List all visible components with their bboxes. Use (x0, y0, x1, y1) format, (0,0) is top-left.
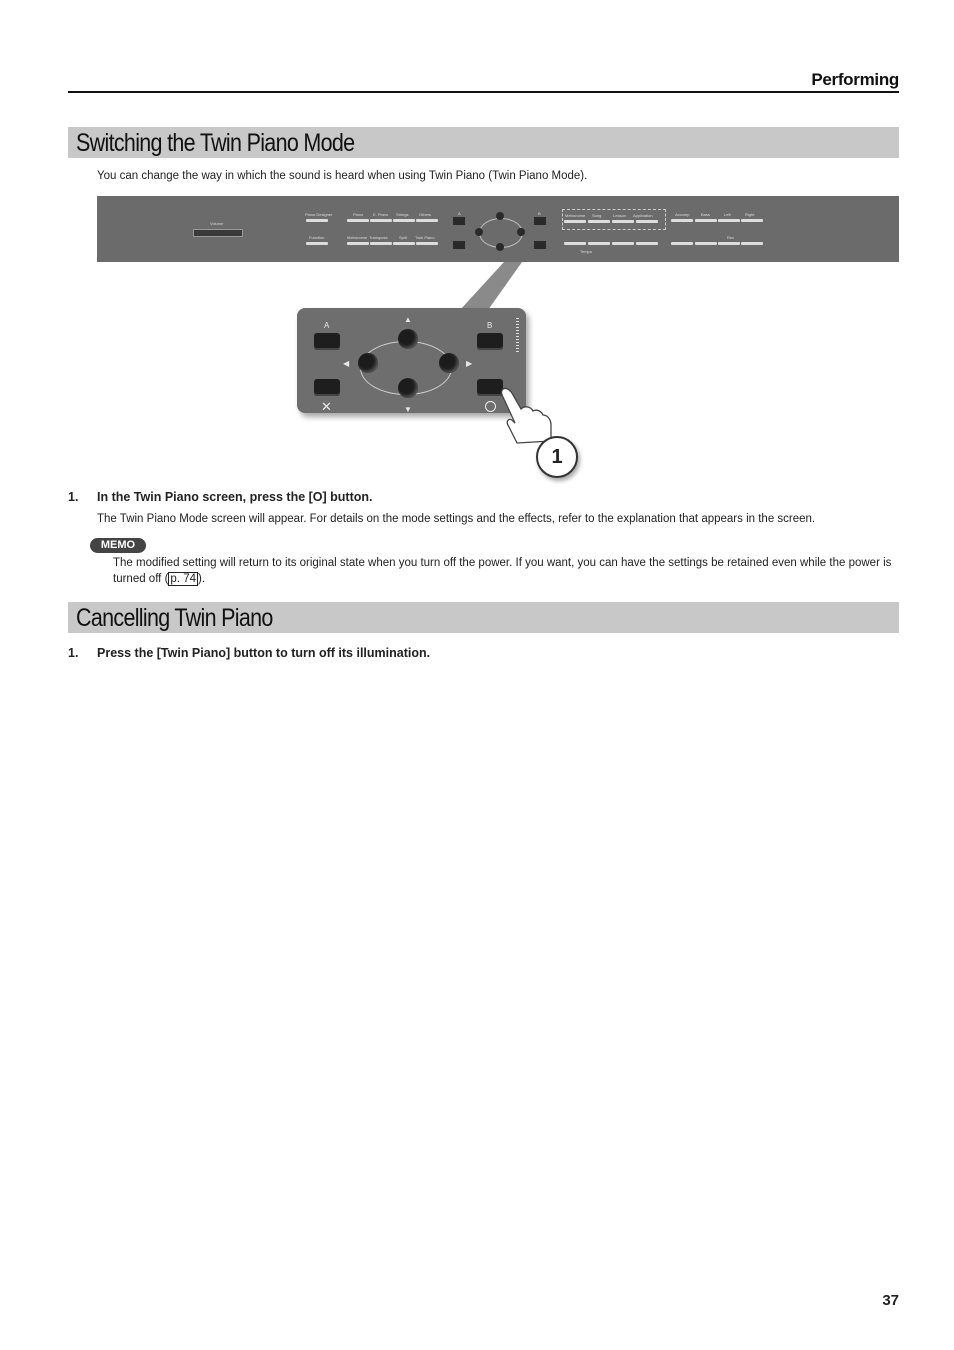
panel-edge-grille (516, 318, 519, 354)
memo-text-after: ). (197, 573, 206, 585)
step-instruction: In the Twin Piano screen, press the [O] button. (97, 490, 373, 504)
panel-label-bass: Bass (701, 212, 710, 217)
panel-label-piano-designer: Piano Designer (305, 212, 333, 217)
panel-button (393, 242, 415, 245)
panel-label-split: Split (399, 235, 407, 240)
panel-button (741, 242, 763, 245)
panel-twin-piano-button (416, 242, 438, 245)
panel-label-accomp: Accomp (675, 212, 690, 217)
header-rule (68, 91, 899, 93)
step-callout: 1 (536, 436, 578, 478)
panel-label-right: Right (745, 212, 755, 217)
section-title: Cancelling Twin Piano (76, 604, 273, 632)
panel-label-lesson: Lesson (613, 213, 626, 218)
memo-badge: MEMO (90, 538, 146, 553)
panel-button (370, 242, 392, 245)
panel-button (416, 219, 438, 222)
page-number: 37 (882, 1292, 899, 1309)
panel-button (588, 242, 610, 245)
panel-label-song: Song (592, 213, 602, 218)
panel-label-application: Application (633, 213, 653, 218)
panel-label-tempo: Tempo (580, 249, 593, 254)
panel-button (612, 220, 634, 223)
panel-button-o (534, 241, 546, 249)
panel-label-piano: Piano (353, 212, 364, 217)
panel-label-others: Others (419, 212, 432, 217)
panel-button-a (453, 217, 465, 225)
panel-label-function: Function (309, 235, 325, 240)
panel-button (564, 220, 586, 223)
panel-button (612, 242, 634, 245)
panel-button (588, 220, 610, 223)
panel-cursor-up (496, 212, 504, 220)
control-panel-illustration (97, 196, 899, 262)
step-number: 1. (68, 490, 79, 504)
zoom-cursor-down (398, 378, 418, 398)
panel-label-left: Left (724, 212, 731, 217)
zoom-button-b (477, 333, 503, 350)
volume-slider (193, 229, 243, 237)
panel-label-e-piano: E. Piano (373, 212, 389, 217)
panel-button (636, 242, 658, 245)
zoom-cursor-up (398, 329, 418, 349)
zoom-button-a (314, 333, 340, 350)
panel-label-transpose: Transpose (369, 235, 388, 240)
step-number: 1. (68, 646, 79, 660)
panel-button (393, 219, 415, 222)
panel-button (636, 220, 658, 223)
right-arrow-icon: ▶ (466, 359, 473, 368)
zoom-connector (440, 260, 540, 315)
zoom-cursor-left (358, 353, 378, 373)
panel-button (718, 219, 740, 222)
down-arrow-icon: ▼ (404, 405, 412, 414)
zoomed-button-detail (297, 308, 526, 413)
panel-button (695, 219, 717, 222)
panel-button (718, 242, 740, 245)
panel-label-a: A (458, 211, 461, 216)
panel-button (347, 242, 369, 245)
x-symbol-icon: ✕ (321, 399, 332, 414)
panel-cursor-right (517, 228, 525, 236)
panel-button-x (453, 241, 465, 249)
panel-button (370, 219, 392, 222)
panel-cursor-down (496, 243, 504, 251)
memo-text (113, 555, 899, 587)
panel-button (671, 219, 693, 222)
panel-button (306, 219, 328, 222)
section-title: Switching the Twin Piano Mode (76, 129, 355, 157)
zoom-label-b: B (487, 321, 493, 330)
up-arrow-icon: ▲ (404, 315, 412, 324)
zoom-button-x (314, 379, 340, 396)
panel-button (347, 219, 369, 222)
panel-cursor-left (475, 228, 483, 236)
panel-label-volume: Volume (210, 221, 224, 226)
zoom-cursor-right (439, 353, 459, 373)
section-heading-bar (68, 602, 899, 633)
panel-label-metronome: Metronome (565, 213, 586, 218)
panel-button (741, 219, 763, 222)
step-instruction: Press the [Twin Piano] button to turn off its illumination. (97, 646, 431, 660)
panel-button-b (534, 217, 546, 225)
panel-label-rec: Rec (727, 235, 735, 240)
panel-label-twin-piano: Twin Piano (415, 235, 435, 240)
zoom-label-a: A (324, 321, 330, 330)
running-header: Performing (811, 70, 899, 89)
step-detail: The Twin Piano Mode screen will appear. For details on the mode settings and the effects, refer to the explanation that appears in the screen. (97, 513, 816, 525)
panel-button (695, 242, 717, 245)
panel-button (564, 242, 586, 245)
page-reference-link[interactable]: p. 74 (170, 573, 196, 585)
section-heading-bar (68, 127, 899, 158)
panel-button (671, 242, 693, 245)
panel-label-strings: Strings (396, 212, 409, 217)
left-arrow-icon: ◀ (343, 359, 350, 368)
panel-button (306, 242, 328, 245)
panel-label-metronome-left: Metronome (347, 235, 368, 240)
panel-label-b: B (538, 211, 541, 216)
memo-text-before: The modified setting will return to its original state when you turn off the power. If you want, you can have the settings be retained even while the power is turned off ( (113, 557, 892, 585)
intro-paragraph: You can change the way in which the sound is heard when using Twin Piano (Twin Piano Mode). (97, 170, 588, 182)
